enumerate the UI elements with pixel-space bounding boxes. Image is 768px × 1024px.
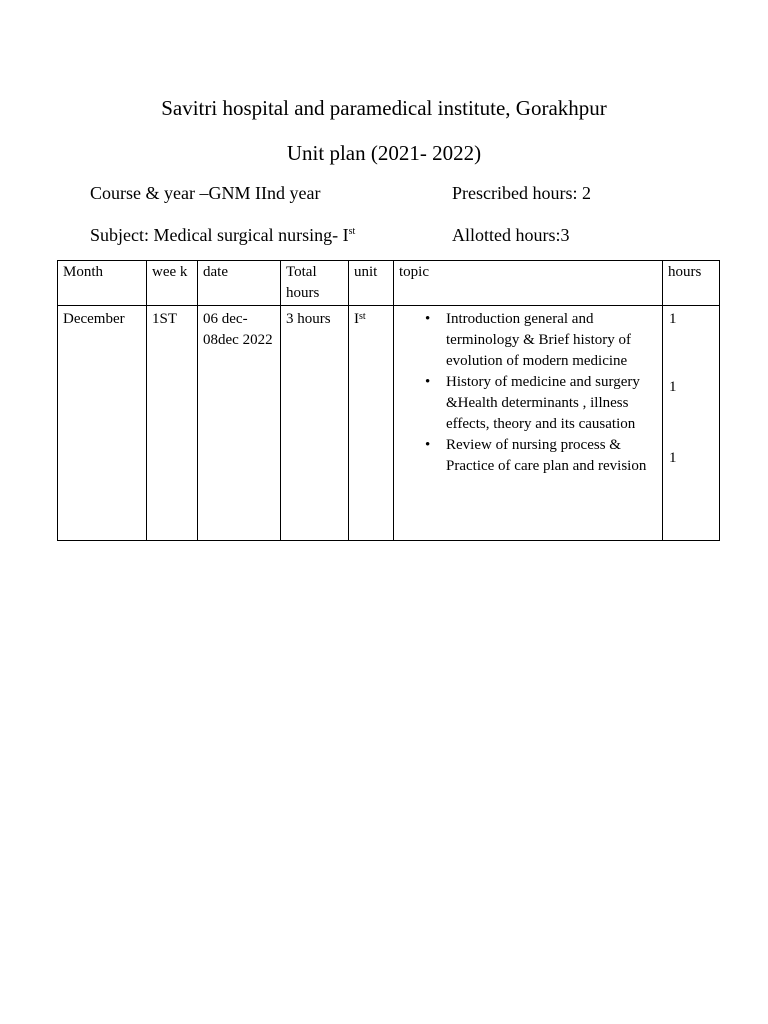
cell-date: 06 dec- 08dec 2022 [198, 306, 281, 541]
institute-title: Savitri hospital and paramedical institute, Gorakhpur [161, 96, 607, 120]
list-item: • Review of nursing process & Practice of care plan and revision [446, 435, 657, 477]
unit-plan-title: Unit plan (2021- 2022) [286, 141, 482, 165]
cell-week: 1ST [147, 306, 198, 541]
cell-unit [349, 306, 394, 541]
unit-plan-table [57, 260, 720, 541]
header-unit: unit [349, 261, 394, 306]
hours-value: 1 [669, 379, 677, 395]
course-year: Course & year –GNM IInd year [90, 183, 321, 203]
cell-month: December [58, 306, 147, 541]
header-total-hours: Total hours [281, 261, 349, 306]
table-row [58, 306, 720, 541]
subject-superscript: st [348, 226, 356, 237]
header-hours: hours [663, 261, 720, 306]
hours-column [668, 309, 714, 539]
cell-hours [663, 306, 720, 541]
header-topic: topic [394, 261, 663, 306]
subject [90, 224, 355, 246]
header-month: Month [58, 261, 147, 306]
list-item: • Introduction general and terminology & Brief history of evolution of modern medicine [446, 309, 657, 372]
topic-list [399, 309, 657, 477]
table-header-row [58, 261, 720, 306]
header-date: date [198, 261, 281, 306]
allotted-hours: Allotted hours:3 [452, 225, 570, 245]
unit-value: I [354, 311, 359, 327]
list-item: • History of medicine and surgery &Health determinants , illness effects, theory and its causation [446, 372, 657, 435]
unit-superscript: st [359, 311, 366, 322]
header-week: wee k [147, 261, 198, 306]
subject-text: Subject: Medical surgical nursing- I [90, 225, 349, 245]
hours-value: 1 [669, 311, 677, 327]
cell-total-hours: 3 hours [281, 306, 349, 541]
cell-topic [394, 306, 663, 541]
hours-value: 1 [669, 450, 677, 466]
prescribed-hours: Prescribed hours: 2 [452, 183, 591, 203]
